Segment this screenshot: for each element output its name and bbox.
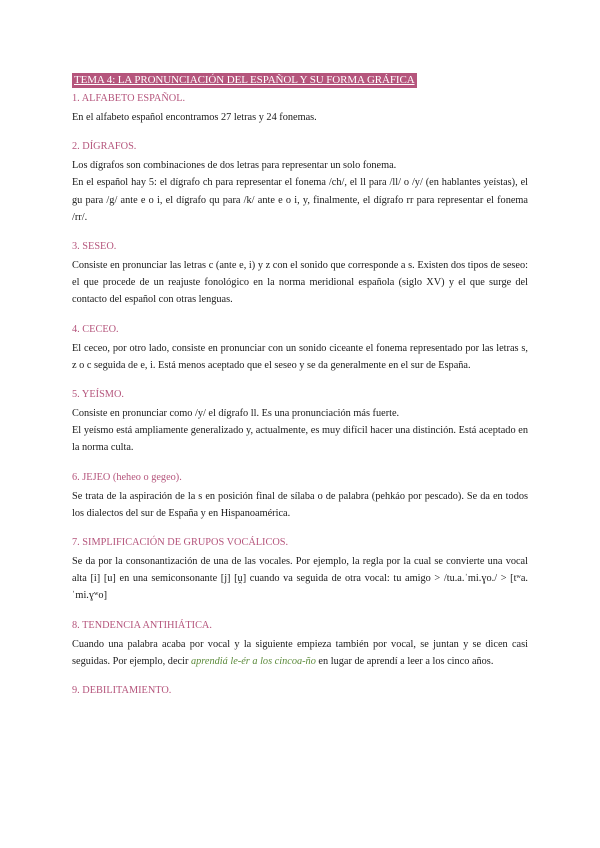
paragraph: El yeísmo está ampliamente generalizado y, actualmente, es muy difícil hacer una distinción. Está aceptado en la norma culta.: [72, 425, 528, 454]
paragraph: [72, 636, 528, 670]
section-heading: 9. DEBILITAMIENTO.: [72, 685, 172, 697]
paragraph: En el alfabeto español encontramos 27 letras y 24 fonemas.: [72, 112, 317, 123]
paragraph: Se da por la consonantización de una de las vocales. Por ejemplo, la regla por la cual se convierte una vocal alta [i] [u] en una semiconsonante [j] [ṷ] cuando va seguida de otra vocal: tu amigo > /tu.a.ˈmi.ɣo./ > [tʷa.ˈmi.ɣʷo]: [72, 556, 528, 602]
section-heading: 1. ALFABETO ESPAÑOL.: [72, 93, 186, 104]
title-wrap: [72, 70, 528, 86]
paragraph: Consiste en pronunciar como /y/ el dígrafo ll. Es una pronunciación más fuerte.: [72, 408, 400, 420]
section-heading: 7. SIMPLIFICACIÓN DE GRUPOS VOCÁLICOS.: [72, 537, 289, 549]
paragraph: Se trata de la aspiración de la s en posición final de sílaba o de palabra (pehkáo por pescado). Se da en todos los dialectos del sur de España y en Hispanoamérica.: [72, 490, 528, 519]
paragraph: El ceceo, por otro lado, consiste en pronunciar con un sonido ciceante el fonema representado por las letras s, z o c seguida de e, i. Está menos aceptado que el seseo y se da generalmente en el sur de España.: [72, 342, 528, 371]
paragraph: Consiste en pronunciar las letras c (ante e, i) y z con el sonido que corresponde a s. Existen dos tipos de seseo: el que procede de un reajuste fonológico en la norma meridional española (siglo XV) y el que surge del contacto del español con otras lenguas.: [72, 260, 528, 306]
section-heading: 2. DÍGRAFOS.: [72, 141, 137, 153]
document-title: TEMA 4: LA PRONUNCIACIÓN DEL ESPAÑOL Y SU FORMA GRÁFICA: [74, 74, 415, 86]
section-alfabeto: [72, 92, 528, 126]
section-ceceo: [72, 323, 528, 374]
paragraph: Los dígrafos son combinaciones de dos letras para representar un solo fonema.: [72, 160, 397, 172]
section-jejeo: [72, 471, 528, 522]
section-heading: 5. YEÍSMO.: [72, 389, 124, 401]
paragraph-text: Cuando una palabra acaba por vocal y la siguiente empieza también por vocal, se juntan y se dicen casi seguidas. Por ejemplo, decir: [72, 638, 528, 667]
section-digrafos: [72, 140, 528, 226]
section-simplificacion: [72, 536, 528, 605]
section-heading: 4. CECEO.: [72, 323, 119, 335]
section-heading: 3. SESEO.: [72, 241, 117, 253]
section-seseo: [72, 240, 528, 309]
highlighted-example: aprendiá le-ér a los cincoa-ño: [190, 655, 316, 667]
section-heading: 8. TENDENCIA ANTIHIÁTICA.: [72, 619, 212, 631]
paragraph: En el español hay 5: el dígrafo ch para representar el fonema /ch/, el ll para /ll/ o /y/ (en hablantes yeístas), el gu para /g/ ante e o i, el dígrafo qu para /k/ ante e o i, y, finalmente, el dígrafo rr para representar el fonema /rr/.: [72, 177, 528, 223]
section-debilitamiento: [72, 684, 528, 698]
paragraph-text: en lugar de aprendí a leer a los cinco años.: [315, 655, 494, 667]
section-yeismo: [72, 388, 528, 457]
section-antihiatica: [72, 619, 528, 670]
document-content: [72, 70, 528, 712]
section-heading: 6. JEJEO (heheo o gegeo).: [72, 471, 182, 483]
